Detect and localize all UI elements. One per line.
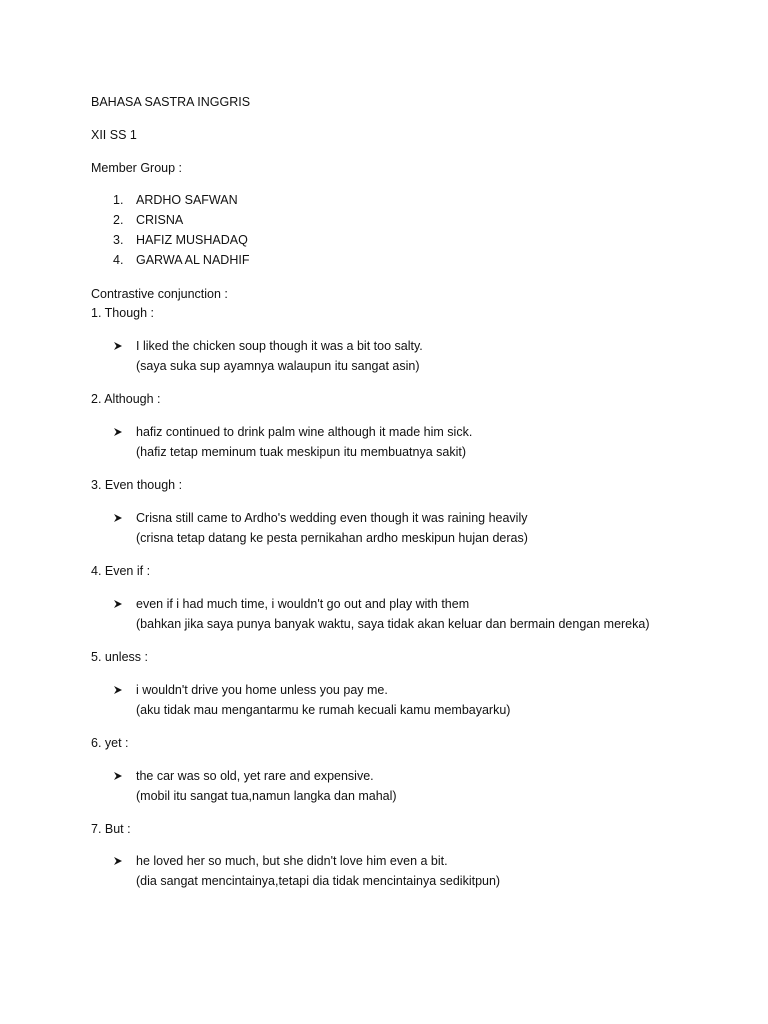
- example-translation: (dia sangat mencintainya,tetapi dia tidak mencintainya sedikitpun): [136, 874, 501, 888]
- example-sentence: he loved her so much, but she didn't love him even a bit.: [136, 854, 448, 868]
- item-heading: 7. But :: [91, 822, 131, 836]
- item-heading: 2. Although :: [91, 392, 161, 406]
- item-heading: 3. Even though :: [91, 478, 183, 492]
- arrowhead-bullet-icon: [113, 596, 125, 612]
- arrowhead-bullet-icon: [113, 682, 125, 698]
- example-sentence: I liked the chicken soup though it was a bit too salty.: [136, 339, 423, 353]
- section-title: Contrastive conjunction :: [91, 287, 228, 301]
- member-name: HAFIZ MUSHADAQ: [136, 233, 248, 247]
- item-heading: 6. yet :: [91, 736, 129, 750]
- example-translation: (saya suka sup ayamnya walaupun itu sangat asin): [136, 359, 420, 373]
- item-heading: 5. unless :: [91, 650, 148, 664]
- example-translation: (crisna tetap datang ke pesta pernikahan ardho meskipun hujan deras): [136, 531, 528, 545]
- arrowhead-bullet-icon: [113, 510, 125, 526]
- member-name: ARDHO SAFWAN: [136, 193, 238, 207]
- example-translation: (mobil itu sangat tua,namun langka dan mahal): [136, 789, 397, 803]
- member-number: 2.: [113, 213, 124, 227]
- example-sentence: the car was so old, yet rare and expensive.: [136, 769, 374, 783]
- arrowhead-bullet-icon: [113, 424, 125, 440]
- arrowhead-bullet-icon: [113, 768, 125, 784]
- member-name: GARWA AL NADHIF: [136, 253, 250, 267]
- item-heading: 4. Even if :: [91, 564, 151, 578]
- example-translation: (hafiz tetap meminum tuak meskipun itu membuatnya sakit): [136, 445, 466, 459]
- example-sentence: i wouldn't drive you home unless you pay me.: [136, 683, 388, 697]
- arrowhead-bullet-icon: [113, 853, 125, 869]
- item-heading: 1. Though :: [91, 306, 155, 320]
- example-sentence: hafiz continued to drink palm wine although it made him sick.: [136, 425, 473, 439]
- member-name: CRISNA: [136, 213, 184, 227]
- subject-title: BAHASA SASTRA INGGRIS: [91, 95, 251, 109]
- member-group-label: Member Group :: [91, 161, 183, 175]
- example-translation: (aku tidak mau mengantarmu ke rumah kecuali kamu membayarku): [136, 703, 511, 717]
- member-number: 3.: [113, 233, 124, 247]
- member-number: 4.: [113, 253, 124, 267]
- arrowhead-bullet-icon: [113, 338, 125, 354]
- member-number: 1.: [113, 193, 124, 207]
- class-label: XII SS 1: [91, 128, 137, 142]
- example-sentence: Crisna still came to Ardho's wedding even though it was raining heavily: [136, 511, 528, 525]
- example-translation: (bahkan jika saya punya banyak waktu, saya tidak akan keluar dan bermain dengan mereka): [136, 617, 650, 631]
- example-sentence: even if i had much time, i wouldn't go out and play with them: [136, 597, 470, 611]
